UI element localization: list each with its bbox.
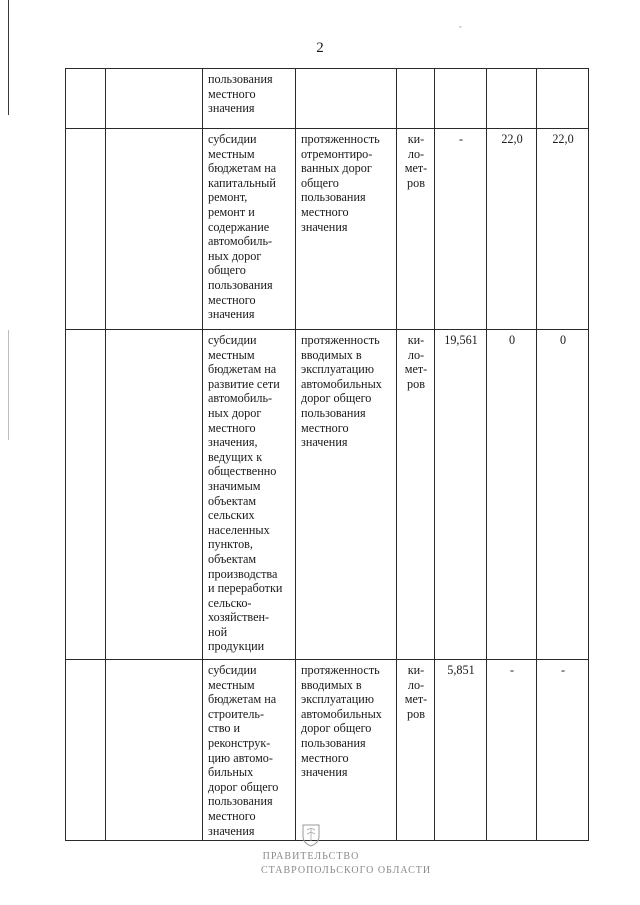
measure-line: субсидии (208, 663, 257, 677)
table-row (66, 660, 589, 841)
measure-line: местным (208, 146, 255, 161)
measure-line: реконструк- (208, 735, 271, 750)
indicator-line: значения (301, 219, 348, 234)
row-number-cell (66, 69, 106, 129)
measure-line: строитель- (208, 706, 265, 721)
measure-line: объектам (208, 493, 257, 508)
measure-line: значимым (208, 478, 261, 493)
indicator-line: местного (301, 750, 349, 765)
unit-cell (397, 129, 435, 330)
measure-line: ной (208, 624, 228, 639)
coat-of-arms-icon (300, 822, 322, 848)
scan-edge-mark (8, 0, 9, 115)
scan-edge-mark-faint (8, 330, 9, 440)
measure-cell (203, 69, 296, 129)
stamp-line-2: СТАВРОПОЛЬСКОГО ОБЛАСТИ (261, 865, 432, 876)
program-cell (106, 330, 203, 660)
measure-line: ремонт, (208, 190, 248, 205)
indicator-line: протяженность (301, 132, 380, 146)
unit-cell (397, 330, 435, 660)
measure-line: хозяйствен- (208, 610, 270, 625)
value-cell: 0 (487, 330, 537, 660)
table-row (66, 330, 589, 660)
unit-cell (397, 660, 435, 841)
scan-speck: ˇ (459, 25, 462, 34)
indicator-line: дорог общего (301, 391, 372, 406)
measure-line: значения (208, 823, 255, 838)
indicator-line: вводимых в (301, 677, 362, 692)
indicator-cell (296, 330, 397, 660)
indicator-line: протяженность (301, 663, 380, 677)
measure-line: населенных (208, 522, 270, 537)
measure-line: пользования (208, 794, 273, 809)
indicator-line: значения (301, 765, 348, 780)
measure-cell (203, 330, 296, 660)
unit-line: ло- (407, 677, 425, 692)
stamp-line-1: ПРАВИТЕЛЬСТВО (262, 851, 360, 862)
subsidy-indicators-table (65, 68, 589, 841)
measure-line: местного (208, 420, 256, 435)
measure-line: пользования (208, 72, 273, 86)
table-row (66, 129, 589, 330)
unit-line: мет- (404, 362, 428, 377)
measure-line: субсидии (208, 132, 257, 146)
measure-line: бильных (208, 765, 254, 780)
measure-line: ство и (208, 721, 241, 736)
measure-line: бюджетам на (208, 161, 277, 176)
value-cell (537, 69, 589, 129)
measure-line: бюджетам на (208, 362, 277, 377)
measure-cell (203, 129, 296, 330)
government-stamp (261, 822, 432, 882)
measure-line: местным (208, 347, 255, 362)
measure-line: местного (208, 292, 256, 307)
measure-line: значения (208, 307, 255, 322)
row-number-cell (66, 660, 106, 841)
indicator-line: эксплуатацию (301, 692, 374, 707)
value-cell (435, 69, 487, 129)
measure-line: автомобиль- (208, 391, 273, 406)
unit-cell (397, 69, 435, 129)
measure-line: ведущих к (208, 449, 263, 464)
measure-line: сельских (208, 508, 255, 523)
indicator-line: ванных дорог (301, 161, 372, 176)
value-cell: - (487, 660, 537, 841)
indicator-cell (296, 129, 397, 330)
indicator-line: эксплуатацию (301, 362, 374, 377)
measure-line: местного (208, 86, 256, 101)
indicator-cell (296, 69, 397, 129)
measure-line: ных дорог (208, 248, 262, 263)
indicator-line: местного (301, 420, 349, 435)
value-cell: 0 (537, 330, 589, 660)
indicator-line: значения (301, 435, 348, 450)
page-number: 2 (316, 40, 324, 56)
indicator-line: автомобильных (301, 376, 382, 391)
row-number-cell (66, 330, 106, 660)
table-row (66, 69, 589, 129)
value-cell: - (435, 129, 487, 330)
measure-line: содержание (208, 219, 270, 234)
indicator-line: вводимых в (301, 347, 362, 362)
row-number-cell (66, 129, 106, 330)
measure-line: и переработки (208, 581, 283, 596)
measure-line: значения (208, 101, 255, 116)
measure-line: ремонт и (208, 204, 255, 219)
measure-line: субсидии (208, 333, 257, 347)
unit-line: мет- (404, 161, 428, 176)
measure-line: общего (208, 263, 246, 278)
unit-line: ло- (407, 347, 425, 362)
measure-line: пользования (208, 277, 273, 292)
program-cell (106, 660, 203, 841)
measure-line: производства (208, 566, 278, 581)
value-cell: 22,0 (537, 129, 589, 330)
measure-line: дорог общего (208, 779, 279, 794)
measure-line: ных дорог (208, 405, 262, 420)
indicator-line: местного (301, 204, 349, 219)
value-cell: - (537, 660, 589, 841)
unit-line: ки- (407, 132, 425, 146)
measure-line: пунктов, (208, 537, 253, 552)
indicator-line: протяженность (301, 333, 380, 347)
measure-line: объектам (208, 551, 257, 566)
measure-cell (203, 660, 296, 841)
value-cell: 5,851 (435, 660, 487, 841)
measure-line: автомобиль- (208, 234, 273, 249)
unit-line: ров (407, 706, 425, 721)
measure-line: развитие сети (208, 376, 280, 391)
unit-line: ров (407, 175, 425, 190)
unit-line: мет- (404, 692, 428, 707)
indicator-line: пользования (301, 405, 366, 420)
program-cell (106, 69, 203, 129)
measure-line: капитальный (208, 175, 276, 190)
program-cell (106, 129, 203, 330)
measure-line: бюджетам на (208, 692, 277, 707)
indicator-line: пользования (301, 190, 366, 205)
measure-line: продукции (208, 639, 265, 654)
indicator-line: отремонтиро- (301, 146, 373, 161)
unit-line: ки- (407, 663, 425, 677)
indicator-line: общего (301, 175, 339, 190)
indicator-line: автомобильных (301, 706, 382, 721)
value-cell (487, 69, 537, 129)
value-cell: 19,561 (435, 330, 487, 660)
unit-line: ки- (407, 333, 425, 347)
measure-line: значения, (208, 435, 258, 450)
indicator-line: дорог общего (301, 721, 372, 736)
measure-line: сельско- (208, 595, 252, 610)
measure-line: цию автомо- (208, 750, 273, 765)
measure-line: местного (208, 808, 256, 823)
unit-line: ров (407, 376, 425, 391)
measure-line: общественно (208, 464, 277, 479)
measure-line: местным (208, 677, 255, 692)
unit-line: ло- (407, 146, 425, 161)
value-cell: 22,0 (487, 129, 537, 330)
indicator-line: пользования (301, 735, 366, 750)
indicator-cell (296, 660, 397, 841)
